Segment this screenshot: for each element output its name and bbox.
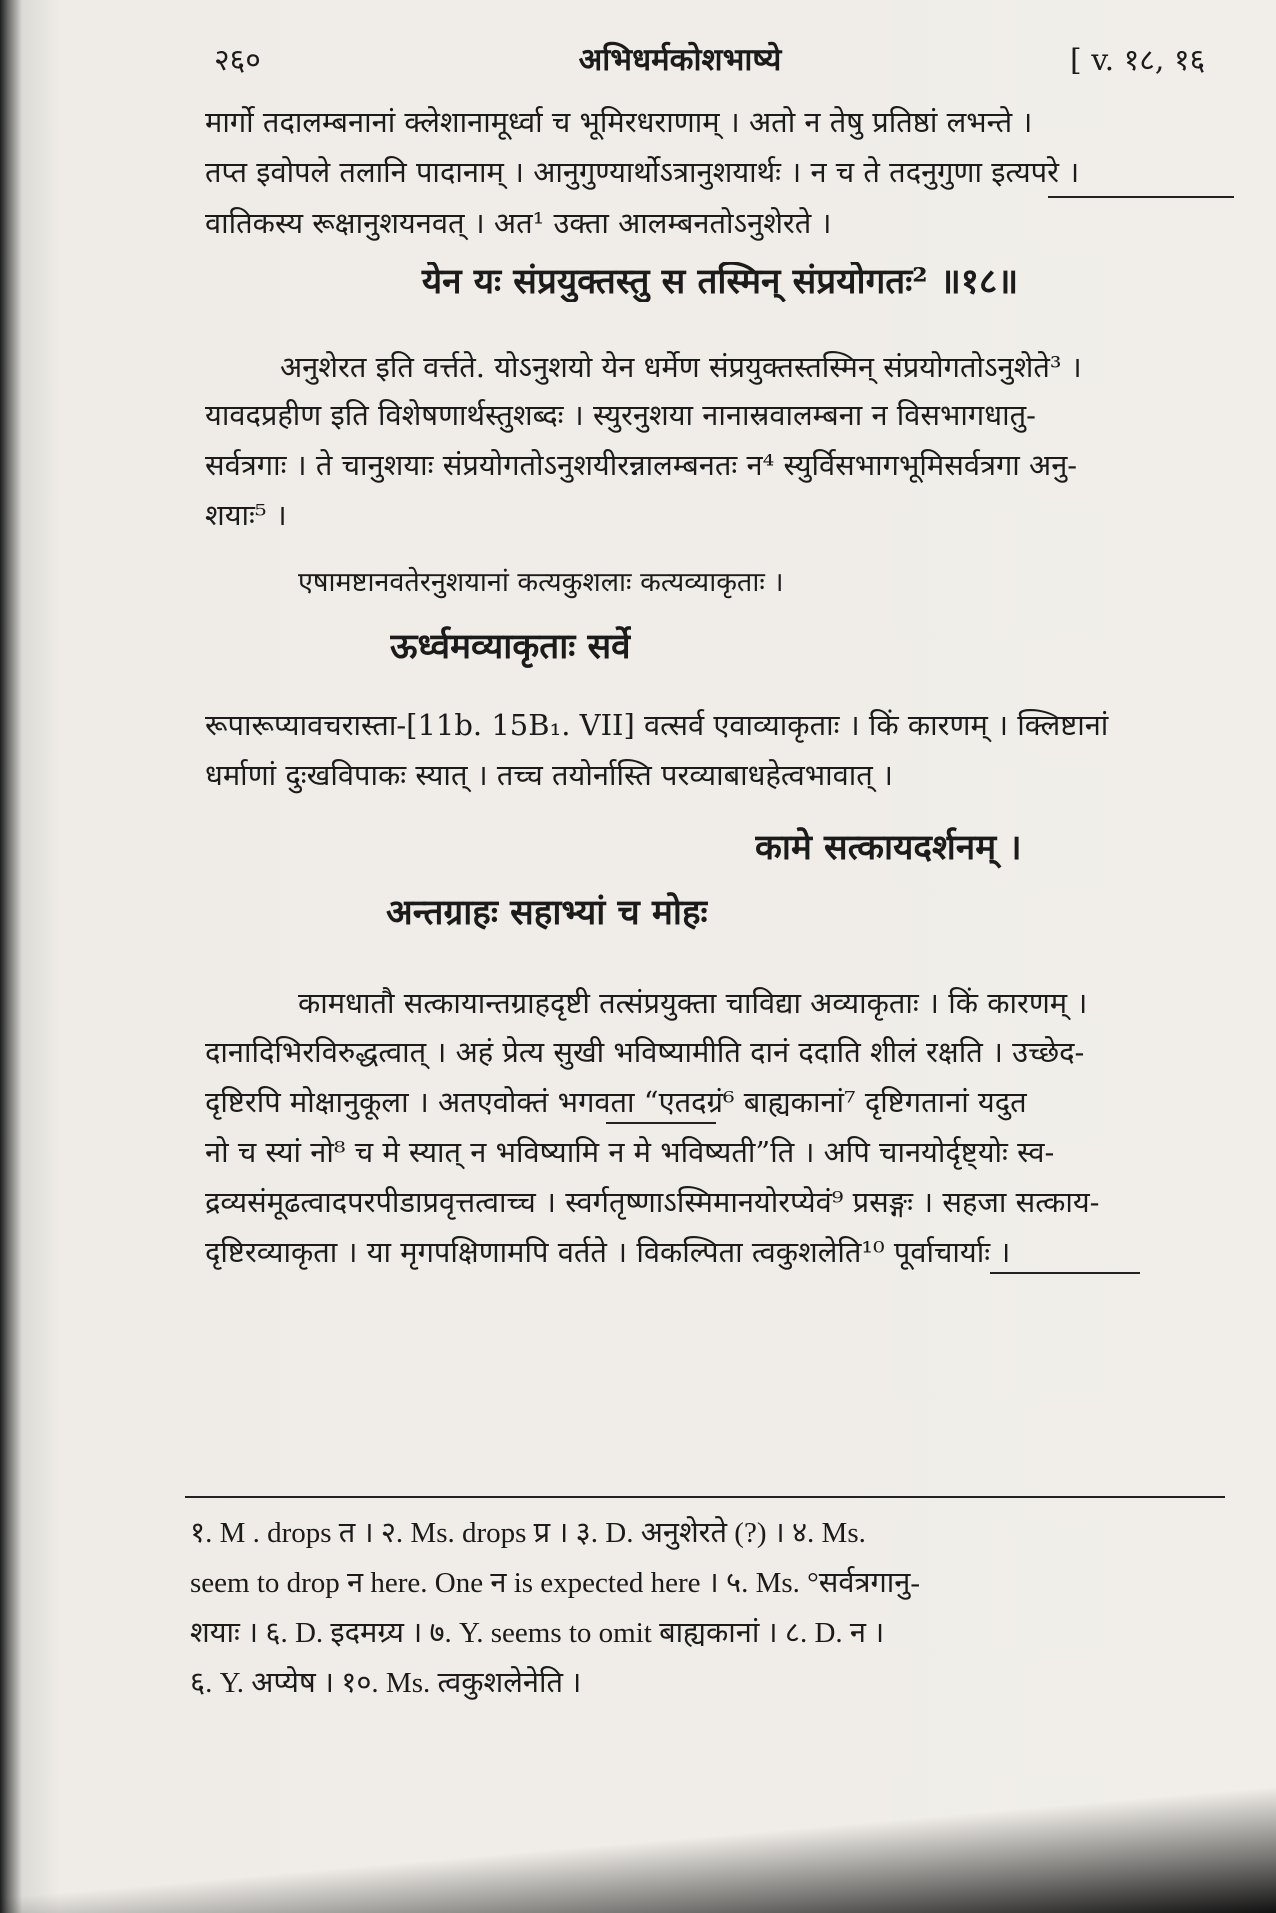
karika-verse: अन्तग्राहः सहाभ्यां च मोहः (386, 892, 708, 933)
karika-verse: येन यः संप्रयुक्तस्तु स तस्मिन् संप्रयोगतः² ॥१८॥ (421, 262, 1019, 302)
text-line: दानादिभिरविरुद्धत्वात् । अहं प्रेत्य सुखी भविष्यामीति दानं ददाति शीलं रक्षति । उच्छेद- (205, 1035, 1085, 1069)
text-line: मार्गो तदालम्बनानां क्लेशानामूर्ध्वा च भूमिरधराणाम् । अतो न तेषु प्रतिष्ठां लभन्ते । (205, 105, 1033, 139)
page-number: २६० (214, 43, 261, 78)
footnote-line: seem to drop न here. One न is expected here । ५. Ms. °सर्वत्रगानु- (190, 1567, 921, 1599)
underline-mark (990, 1272, 1140, 1274)
text-line: दृष्टिरपि मोक्षानुकूला । अतएवोक्तं भगवता “एतदग्रं⁶ बाह्यकानां⁷ दृष्टिगतानां यदुत (205, 1085, 1027, 1119)
text-line: द्रव्यसंमूढत्वादपरपीडाप्रवृत्तत्वाच्च । स्वर्गतृष्णाऽस्मिमानयोरप्येवं⁹ प्रसङ्गः । सहजा सत्काय- (205, 1185, 1100, 1219)
karika-verse: ऊर्ध्वमव्याकृताः सर्वे (390, 626, 631, 667)
footnote-line: १. M . drops त । २. Ms. drops प्र । ३. D. अनुशेरते (?) । ४. Ms. (190, 1517, 866, 1549)
text-line: यावदप्रहीण इति विशेषणार्थस्तुशब्दः । स्युरनुशया नानास्रवालम्बना न विसभागधातु- (205, 398, 1036, 432)
text-line: धर्माणां दुःखविपाकः स्यात् । तच्च तयोर्नास्ति परव्याबाधहेत्वभावात् । (205, 758, 893, 792)
underline-mark (606, 1122, 716, 1124)
footnote-rule (185, 1496, 1225, 1498)
karika-verse: कामे सत्कायदर्शनम् । (755, 827, 1022, 868)
text-line: कामधातौ सत्कायान्तग्राहदृष्टी तत्संप्रयुक्ता चाविद्या अव्याकृताः । किं कारणम् । (298, 986, 1088, 1020)
text-line: अनुशेरत इति वर्त्तते. योऽनुशयो येन धर्मेण संप्रयुक्तस्तस्मिन् संप्रयोगतोऽनुशेते³ । (280, 350, 1082, 384)
text-line: तप्त इवोपले तलानि पादानाम् । आनुगुण्यार्थोऽत्रानुशयार्थः । न च ते तदनुगुणा इत्यपरे । (205, 155, 1080, 189)
section-reference: [ v. १८, १६ (1070, 43, 1206, 78)
footnote-line: शयाः । ६. D. इदमग्र्य । ७. Y. seems to omit बाह्यकानां । ८. D. न । (190, 1617, 885, 1649)
footnote-line: ६. Y. अप्येष । १०. Ms. त्वकुशलेनेति । (190, 1667, 582, 1699)
text-line: शयाः⁵ । (205, 498, 287, 532)
underline-mark (1048, 196, 1234, 198)
text-line: वातिकस्य रूक्षानुशयनवत् । अत¹ उक्ता आलम्बनतोऽनुशेरते । (205, 206, 832, 240)
question-line: एषामष्टानवतेरनुशयानां कत्यकुशलाः कत्यव्याकृताः । (298, 567, 784, 598)
text-line: नो च स्यां नो⁸ च मे स्यात् न भविष्यामि न मे भविष्यती”ति । अपि चानयोर्दृष्ट्योः स्व- (205, 1135, 1055, 1169)
text-line: सर्वत्रगाः । ते चानुशयाः संप्रयोगतोऽनुशयीरन्नालम्बनतः न⁴ स्युर्विसभागभूमिसर्वत्रगा अनु- (205, 448, 1078, 482)
text-line: दृष्टिरव्याकृता । या मृगपक्षिणामपि वर्तते । विकल्पिता त्वकुशलेति¹⁰ पूर्वाचार्याः । (205, 1235, 1011, 1269)
text-line: रूपारूप्यावचरास्ता-[11b. 15B₁. VII] वत्सर्व एवाव्याकृताः । किं कारणम् । क्लिष्टानां (205, 708, 1109, 742)
scan-shadow (0, 1743, 1276, 1913)
running-title: अभिधर्मकोशभाष्ये (578, 42, 782, 78)
